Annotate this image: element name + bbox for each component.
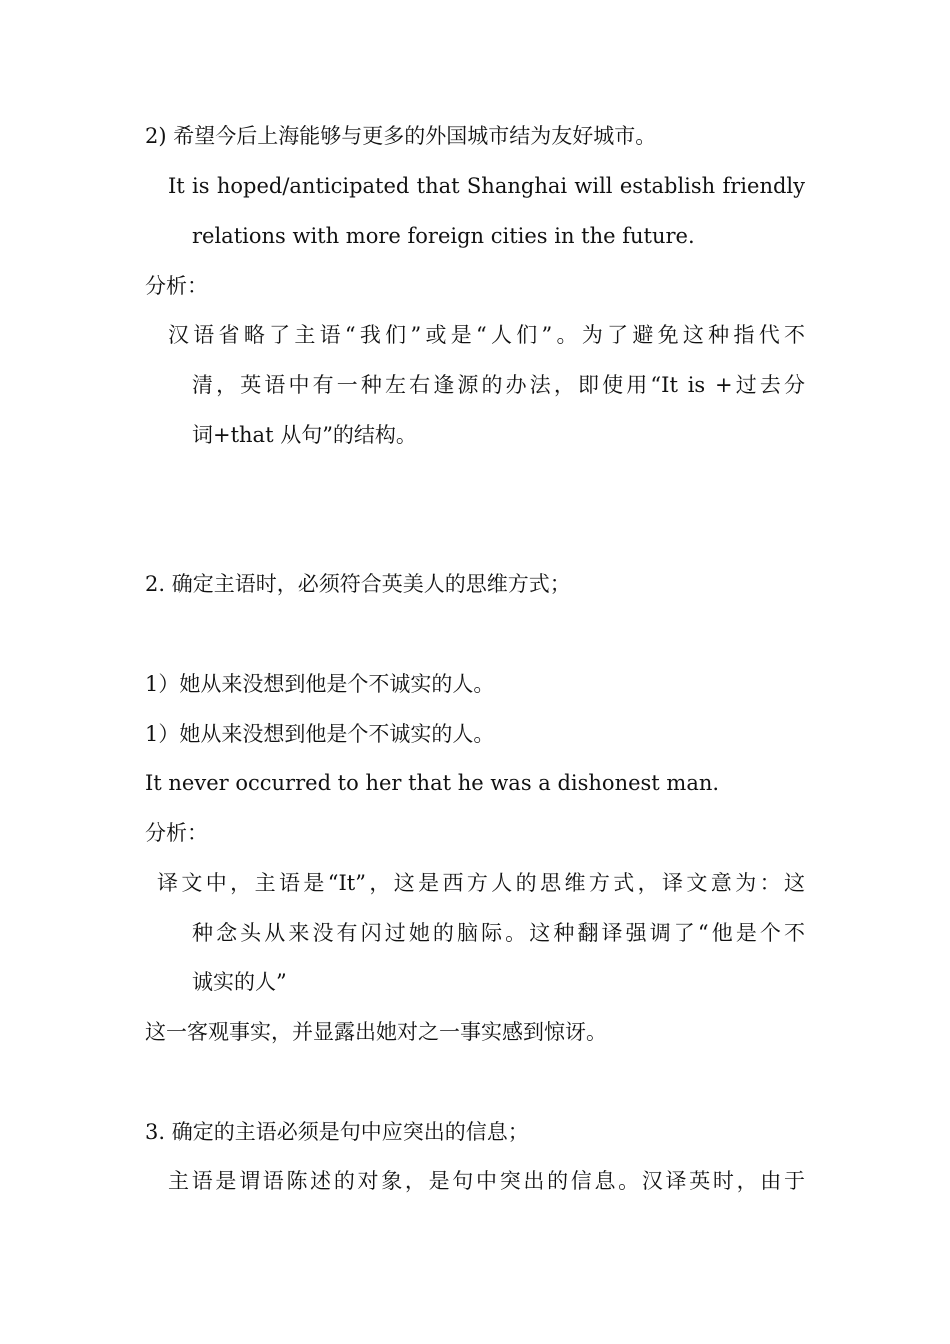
analysis-2-line4: 这一客观事实，并显露出她对之一事实感到惊讶。 bbox=[145, 1020, 607, 1044]
analysis-2-line1: 译文中，主语是“It”，这是西方人的思维方式，译文意为：这 bbox=[157, 871, 805, 895]
section-3-body-line1: 主语是谓语陈述的对象，是句中突出的信息。汉译英时，由于 bbox=[168, 1169, 805, 1193]
analysis-label-1: 分析： bbox=[145, 274, 208, 298]
analysis-1-line2: 清，英语中有一种左右逢源的办法，即使用“It is +过去分 bbox=[192, 373, 805, 397]
example-1-chinese: 1）她从来没想到他是个不诚实的人。 bbox=[145, 672, 495, 696]
analysis-1-line1: 汉语省略了主语“我们”或是“人们”。为了避免这种指代不 bbox=[168, 323, 805, 347]
analysis-2-line2: 种念头从来没有闪过她的脑际。这种翻译强调了“他是个不 bbox=[192, 921, 805, 945]
example-2-chinese: 2) 希望今后上海能够与更多的外国城市结为友好城市。 bbox=[145, 124, 657, 148]
analysis-label-2: 分析： bbox=[145, 821, 208, 845]
analysis-2-line3: 诚实的人” bbox=[192, 970, 287, 994]
section-3-heading: 3. 确定的主语必须是句中应突出的信息； bbox=[145, 1120, 529, 1144]
example-1-chinese-repeat: 1）她从来没想到他是个不诚实的人。 bbox=[145, 722, 495, 746]
example-2-english-line1: It is hoped/anticipated that Shanghai will establish friendly bbox=[168, 174, 805, 198]
section-2-heading: 2. 确定主语时，必须符合英美人的思维方式； bbox=[145, 572, 571, 596]
analysis-1-line3: 词+that 从句”的结构。 bbox=[192, 423, 417, 447]
example-2-english-line2: relations with more foreign cities in the future. bbox=[192, 224, 695, 248]
example-1-english: It never occurred to her that he was a dishonest man. bbox=[145, 771, 720, 795]
